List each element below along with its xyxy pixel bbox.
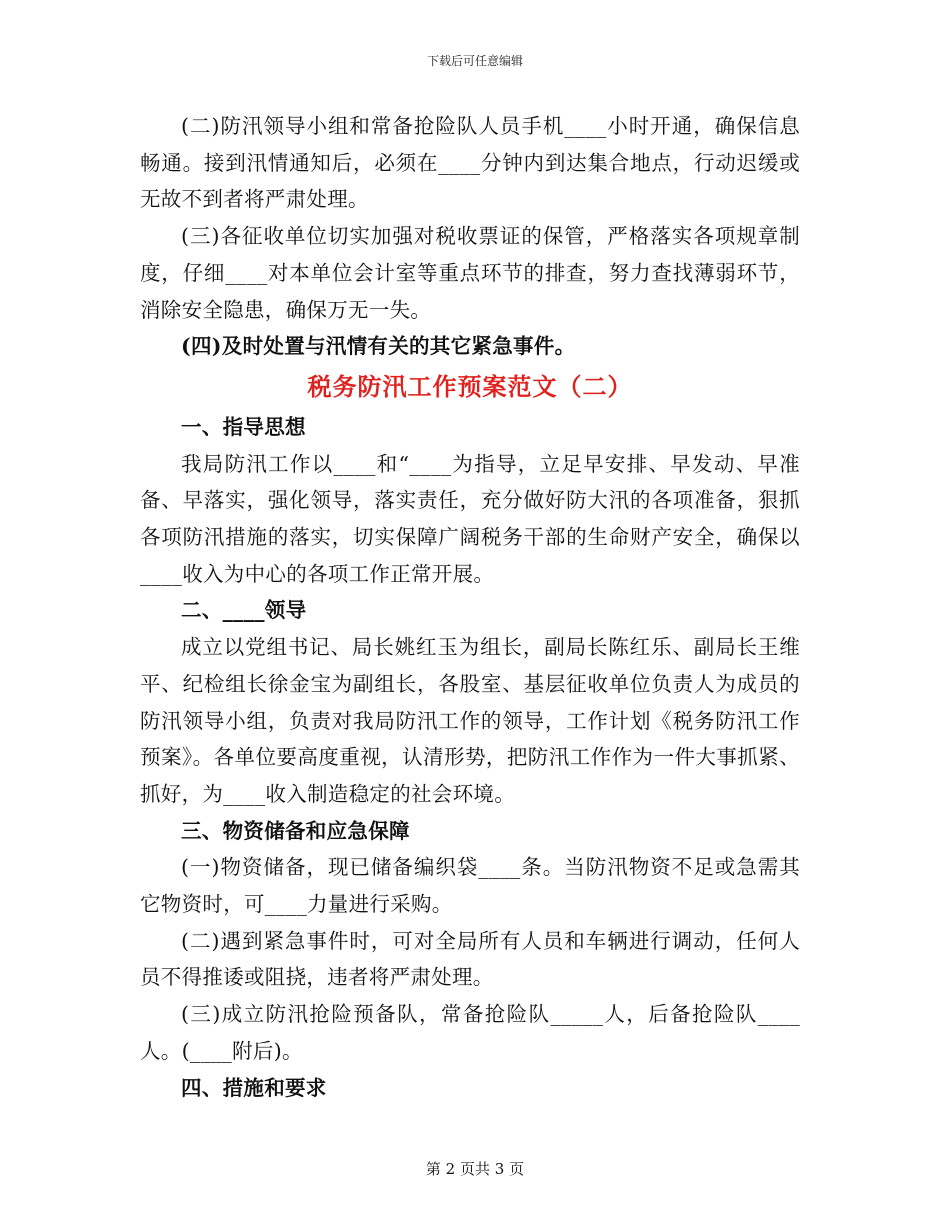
- paragraph-tax-receipts: (三)各征收单位切实加强对税收票证的保管，严格落实各项规章制度，仔细____对本单位会计室等重点环节的排查，努力查找薄弱环节，消除安全隐患，确保万无一失。: [140, 224, 800, 322]
- heading-guiding-ideology: 一、指导思想: [181, 414, 306, 439]
- page-header: 下载后可任意编辑: [426, 54, 523, 68]
- document-body: [140, 108, 800, 1106]
- paragraph-emergency-dispatch: (二)遇到紧急事件时，可对全局所有人员和车辆进行调动，任何人员不得推诿或阻挠，违者将严肃处理。: [140, 928, 800, 990]
- document-title: 税务防汛工作预案范文（二）: [307, 371, 633, 401]
- paragraph-rescue-team: (三)成立防汛抢险预备队，常备抢险队_____人，后备抢险队____人。(____附后)。: [140, 1002, 800, 1063]
- heading-leadership: 二、____领导: [181, 598, 307, 623]
- heading-measures: 四、措施和要求: [181, 1075, 327, 1100]
- paragraph-emergency-events: (四)及时处置与汛情有关的其它紧急事件。: [181, 334, 576, 359]
- page-footer: 第 2 页共 3 页: [425, 1160, 525, 1178]
- heading-materials: 三、物资储备和应急保障: [181, 818, 410, 843]
- paragraph-materials-storage: (一)物资储备，现已储备编织袋____条。当防汛物资不足或急需其它物资时，可____力量进行采购。: [140, 855, 800, 917]
- paragraph-guiding-ideology: 我局防汛工作以____和“____为指导，立足早安排、早发动、早准备、早落实，强化领导，落实责任，充分做好防大汛的各项准备，狠抓各项防汛措施的落实，切实保障广阔税务干部的生命财产安全，确保以____收入为中心的各项工作正常开展。: [140, 451, 800, 586]
- paragraph-phone-duty: (二)防汛领导小组和常备抢险队人员手机____小时开通，确保信息畅通。接到汛情通知后，必须在____分钟内到达集合地点，行动迟缓或无故不到者将严肃处理。: [140, 114, 800, 212]
- paragraph-leadership: 成立以党组书记、局长姚红玉为组长，副局长陈红乐、副局长王维平、纪检组长徐金宝为副组长，各股室、基层征收单位负责人为成员的防汛领导小组，负责对我局防汛工作的领导，工作计划《税务防汛工作预案》。各单位要高度重视，认清形势，把防汛工作作为一件大事抓紧、抓好，为____收入制造稳定的社会环境。: [140, 635, 800, 806]
